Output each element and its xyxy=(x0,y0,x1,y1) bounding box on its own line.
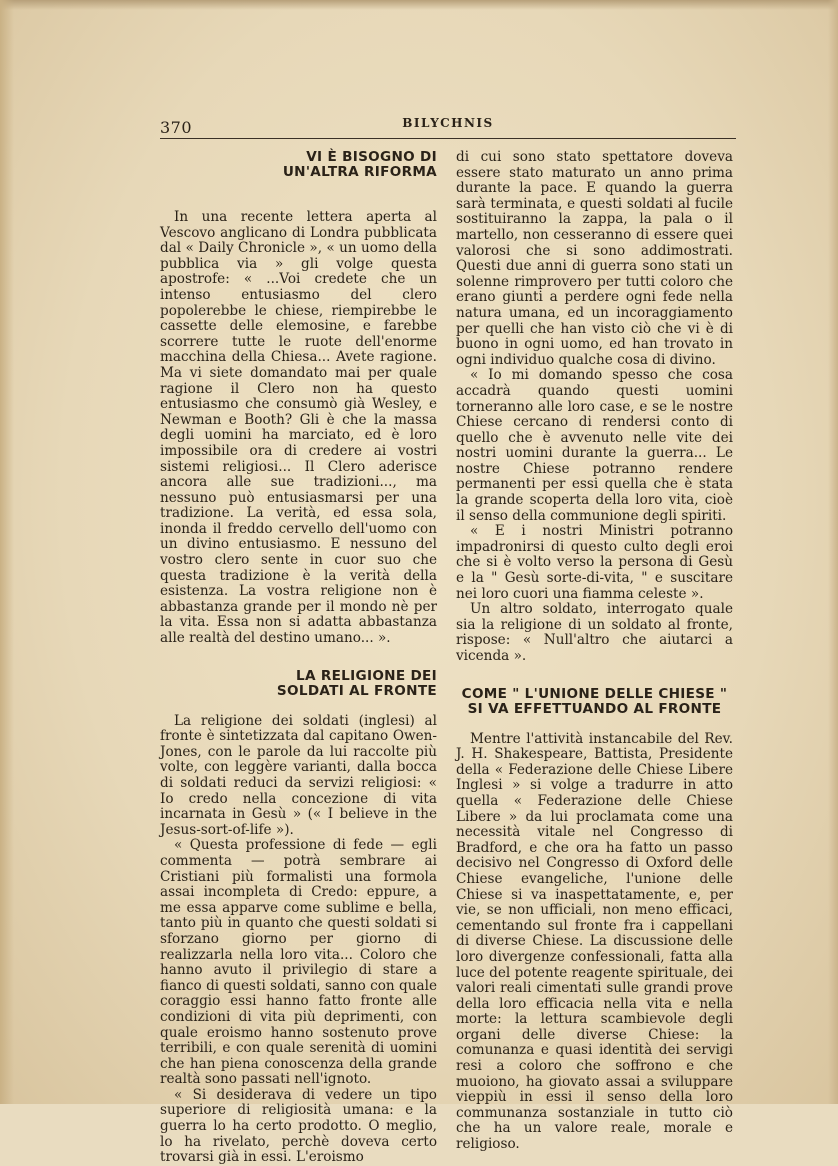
paragraph-continuation: di cui sono stato spettatore doveva essere stato maturato un anno prima durante la pace. E quando la guerra sarà terminata, e questi soldati al fucile sostituiranno la zappa, la pala o il martello, non cesseranno di essere quei valorosi che si sono addimostrati. Questi due anni di guerra sono stati un solenne rimprovero per tutti coloro che erano giunti a perdere ogni fede nella natura umana, ed un incoraggiamento per quelli che han visto ciò che vi è di buono in ogni uomo, ed han trovato in ogni individuo qualche cosa di divino. xyxy=(456,149,733,368)
paragraph: « Questa professione di fede — egli commenta — potrà sembrare ai Cristiani più formalisti una formola assai incompleta di Credo: eppure, a me essa apparve come sublime e bella, tanto più in quanto che questi soldati si sforzano giorno per giorno di realizzarla nella loro vita... Coloro che hanno avuto il privilegio di stare a fianco di questi soldati, sanno con quale coraggio essi hanno fatto fronte alle condizioni di vita più deprimenti, con quale eroismo hanno sostenuto prove terribili, e con quale serenità di uomini che han piena conoscenza della grande realtà sono passati nell'ignoto. xyxy=(160,837,437,1088)
page-number: 370 xyxy=(160,118,193,137)
heading-line: COME " L'UNIONE DELLE CHIESE " xyxy=(461,685,728,702)
paragraph: Mentre l'attività instancabile del Rev. J. H. Shakespeare, Battista, Presidente della « Federazione delle Chiese Libere Inglesi » si volge a tradurre in atto quella « Federazione delle Chiese Libere » da lui proclamata come una necessità vitale nel Congresso di Bradford, e che ora ha fatto un passo decisivo nel Congresso di Oxford delle Chiese evangeliche, l'unione delle Chiese si va inaspettatamente, e, per vie, se non ufficiali, non meno efficaci, cementando sul fronte fra i cappellani di diverse Chiese. La discussione delle loro divergenze confessionali, fatta alla luce del potente reagente spirituale, dei valori reali cimentati sulle grandi prove della loro efficacia nella vita e nella morte: la lettura scambievole degli organi delle diverse Chiese: la comunanza e quasi identità dei servigi resi a coloro che soffrono e che muoiono, ha giovato assai a sviluppare vieppiù in essi il senso della loro communanza sostanziale in tutto ciò che ha un valore reale, morale e religioso. xyxy=(456,730,733,1153)
right-column xyxy=(456,150,733,1153)
spacer xyxy=(160,195,437,210)
running-title: BILYCHNIS xyxy=(402,116,494,130)
page-edge-left xyxy=(0,0,14,1104)
section-heading-religione-soldati xyxy=(160,669,437,699)
left-column xyxy=(160,150,437,1166)
section-heading-riforma xyxy=(160,150,437,180)
paragraph: Un altro soldato, interrogato quale sia la religione di un soldato al fronte, risposе: « Null'altro che aiutarci a vicenda ». xyxy=(456,601,733,664)
page-edge-top xyxy=(0,0,838,10)
paragraph: La religione dei soldati (inglesi) al fronte è sintetizzata dal capitano Owen-Jones, con le parole da lui raccolte più volte, con leggère varianti, dalla bocca di soldati reduci da servizi religiosi: « Io credo nella concezione di vita incarnata in Gesù » (« I believe in the Jesus-sort-of-life »). xyxy=(160,712,437,838)
paragraph: « E i nostri Ministri potranno impadronirsi di questo culto degli eroi che si è volto verso la persona di Gesù e la " Gesù sorte-di-vita, " e suscitare nei loro cuori una fiamma celeste ». xyxy=(456,523,733,602)
heading-line: VI È BISOGNO DI xyxy=(306,149,437,165)
paragraph: « Si desiderava di vedere un tipo superiore di religiosità umana: e la guerra lo ha certo prodotto. O meglio, lo ha rivelato, perchè doveva certo trovarsi già in essi. L'eroismo xyxy=(160,1086,437,1166)
heading-line: SI VA EFFETTUANDO AL FRONTE xyxy=(467,700,722,717)
paragraph: In una recente lettera aperta al Vescovo anglicano di Londra pubblicata dal « Daily Chronicle », « un uomo della pubblica via » gli volge questa apostrofe: « ...Voi credete che un intenso entusiasmo del clero popolerebbe le chiese, riempirebbe le cassette delle elemosine, e farebbe scorrere tutte le ruote dell'enorme macchina della Chiesa... Avete ragione. Ma vi siete domandato mai per quale ragione il Clero non ha questo entusiasmo che consumò già Wesley, e Newman e Booth? Gli è che la massa degli uomini ha marciato, ed è loro impossibile ora di credere ai vostri sistemi religiosi... Il Clero aderisce ancora alle sue tradizioni..., ma nessuno può entusiasmarsi per una tradizione. La verità, ed essa sola, inonda il freddo cervello dell'uomo con un divino entusiasmo. E nessuno del vostro clero sente in cuor suo che questa tradizione è la verità della esistenza. La vostra religione non è abbastanza grande per il mondo nè per la vita. Essa non si adatta abbastanza alle realtà del destino umano... ». xyxy=(160,209,437,647)
heading-line: UN'ALTRA RIFORMA xyxy=(282,164,437,180)
heading-line: LA RELIGIONE DEI xyxy=(296,667,437,684)
page-header xyxy=(160,112,736,139)
spacer xyxy=(160,647,437,669)
spacer xyxy=(456,665,733,687)
page-edge-right xyxy=(828,0,838,1104)
heading-line: SOLDATI AL FRONTE xyxy=(276,682,437,699)
paragraph: « Io mi domando spesso che cosa accadrà quando questi uomini torneranno alle loro case, e se le nostre Chiese cercano di rendersi conto di quello che è avvenuto nelle vite dei nostri uomini durante la guerra... Le nostre Chiese potranno rendere permanenti per essi quella che è stata la grande scoperta della loro vita, cioè il senso della communione degli spiriti. xyxy=(456,367,733,524)
section-heading-unione-chiese xyxy=(456,687,733,717)
